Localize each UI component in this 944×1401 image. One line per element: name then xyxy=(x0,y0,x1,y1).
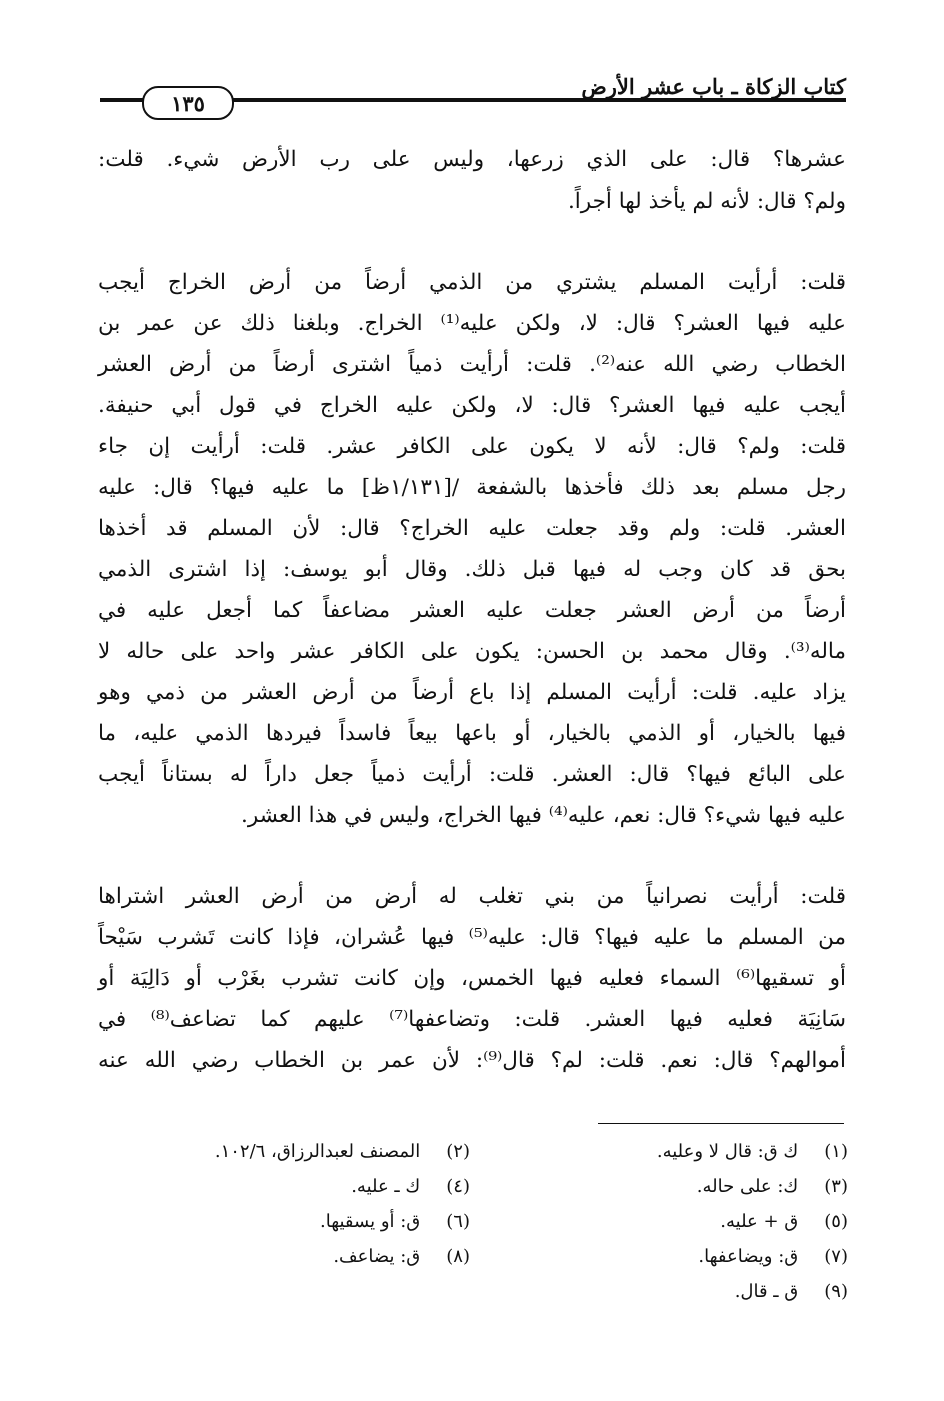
footnote-number: (٢) xyxy=(446,1141,470,1162)
footnote-text: ق: أو يسقيها. xyxy=(319,1211,421,1232)
footnote xyxy=(351,1170,470,1204)
footnote xyxy=(698,1240,848,1274)
body-line: يزاد عليه. قلت: أرأيت المسلم إذا باع أرضاً من أرض العشر من ذمي وهو xyxy=(98,680,846,705)
footnote xyxy=(735,1275,848,1309)
body-line: ولم؟ قال: لأنه لم يأخذ لها أجراً. xyxy=(567,189,846,214)
body-line: قلت: أرأيت نصرانياً من بني تغلب له أرض من أرض العشر اشتراها xyxy=(98,884,846,909)
footnote xyxy=(697,1170,848,1204)
body-line: العشر. قلت: ولم وقد جعلت عليه الخراج؟ قال: لأن المسلم قد أخذها xyxy=(98,516,846,541)
footnote-text: المصنف لعبدالرزاق، ١٠٢/٦. xyxy=(214,1141,421,1162)
body-line: الخطاب رضي الله عنه⁽²⁾. قلت: أرأيت ذمياً اشترى أرضاً من أرض العشر xyxy=(98,352,847,377)
footnote-separator xyxy=(598,1123,844,1124)
body-line: أو تسقيها⁽⁶⁾ السماء فعليه فيها الخمس، وإن كانت تشرب بغَرْب أو دَالِيَة أو xyxy=(98,966,846,991)
footnote-number: (٤) xyxy=(446,1176,470,1197)
footnote-number: (٩) xyxy=(824,1281,848,1302)
footnote-text: ق + عليه. xyxy=(720,1211,799,1232)
body-line: عليه فيها العشر؟ قال: لا، ولكن عليه⁽¹⁾ الخراج. وبلغنا ذلك عن عمر بن xyxy=(98,311,846,336)
body-line: أموالهم؟ قال: نعم. قلت: لم؟ قال⁽⁹⁾: لأن عمر بن الخطاب رضي الله عنه xyxy=(98,1048,846,1073)
running-header-title: كتاب الزكاة ـ باب عشر الأرض xyxy=(581,74,846,99)
footnote-number: (٨) xyxy=(446,1246,470,1267)
body-line: قلت: ولم؟ قال: لأنه لا يكون على الكافر عشر. قلت: أرأيت إن جاء xyxy=(98,434,846,459)
body-line: عشرها؟ قال: على الذي زرعها، وليس على رب الأرض شيء. قلت: xyxy=(98,147,846,172)
footnote xyxy=(657,1135,848,1169)
footnote xyxy=(720,1205,848,1239)
body-line: أرضاً من أرض العشر جعلت عليه العشر مضاعفاً كما أجعل عليه في xyxy=(98,598,846,623)
footnote-text: ق: ويضاعفها. xyxy=(698,1246,799,1267)
page-number-badge xyxy=(142,86,234,120)
footnote xyxy=(320,1205,470,1239)
footnote-number: (٦) xyxy=(446,1211,470,1232)
footnote-text: ق ـ قال. xyxy=(734,1281,799,1302)
header-rule-left xyxy=(100,98,144,102)
body-line: فيها بالخيار، أو الذمي بالخيار، أو باعها بيعاً فاسداً فيردها الذمي عليه، ما xyxy=(98,721,846,746)
footnote-number: (٧) xyxy=(824,1246,848,1267)
footnote xyxy=(215,1135,470,1169)
page-number: ١٣٥ xyxy=(171,90,205,116)
footnote-text: ك ـ عليه. xyxy=(351,1176,421,1197)
body-line: قلت: أرأيت المسلم يشتري من الذمي أرضاً من أرض الخراج أيجب xyxy=(98,270,846,295)
footnote-text: ك: على حاله. xyxy=(696,1176,799,1197)
body-line: رجل مسلم بعد ذلك فأخذها بالشفعة /[١/١٣١ظ] ما عليه فيها؟ قال: عليه xyxy=(98,475,846,500)
body-line: على البائع فيها؟ قال: العشر. قلت: أرأيت ذمياً جعل داراً له بستاناً أيجب xyxy=(98,762,846,787)
body-line: عليه فيها شيء؟ قال: نعم، عليه⁽⁴⁾ فيها الخراج، وليس في هذا العشر. xyxy=(241,803,846,828)
footnote-text: ك ق: قال لا وعليه. xyxy=(656,1141,799,1162)
footnote-number: (١) xyxy=(824,1141,848,1162)
footnote xyxy=(333,1240,470,1274)
body-line: ماله⁽³⁾. وقال محمد بن الحسن: يكون على الكافر عشر واحد على حاله لا xyxy=(98,639,846,664)
footnote-text: ق: يضاعف. xyxy=(333,1246,421,1267)
header-rule-right xyxy=(228,98,846,102)
body-line: سَانِيَة فعليه فيها العشر. قلت: وتضاعفها⁽⁷⁾ عليهم كما تضاعف⁽⁸⁾ في xyxy=(98,1007,847,1032)
footnote-number: (٣) xyxy=(824,1176,848,1197)
body-line: من المسلم ما عليه فيها؟ قال: عليه⁽⁵⁾ فيها عُشران، فإذا كانت تَشرب سَيْحاً xyxy=(98,925,846,950)
body-line: بحق قد كان وجب له فيها قبل ذلك. وقال أبو يوسف: إذا اشترى الذمي xyxy=(98,557,846,582)
footnote-number: (٥) xyxy=(824,1211,848,1232)
body-line: أيجب عليه فيها العشر؟ قال: لا، ولكن عليه الخراج في قول أبي حنيفة. xyxy=(98,393,846,418)
